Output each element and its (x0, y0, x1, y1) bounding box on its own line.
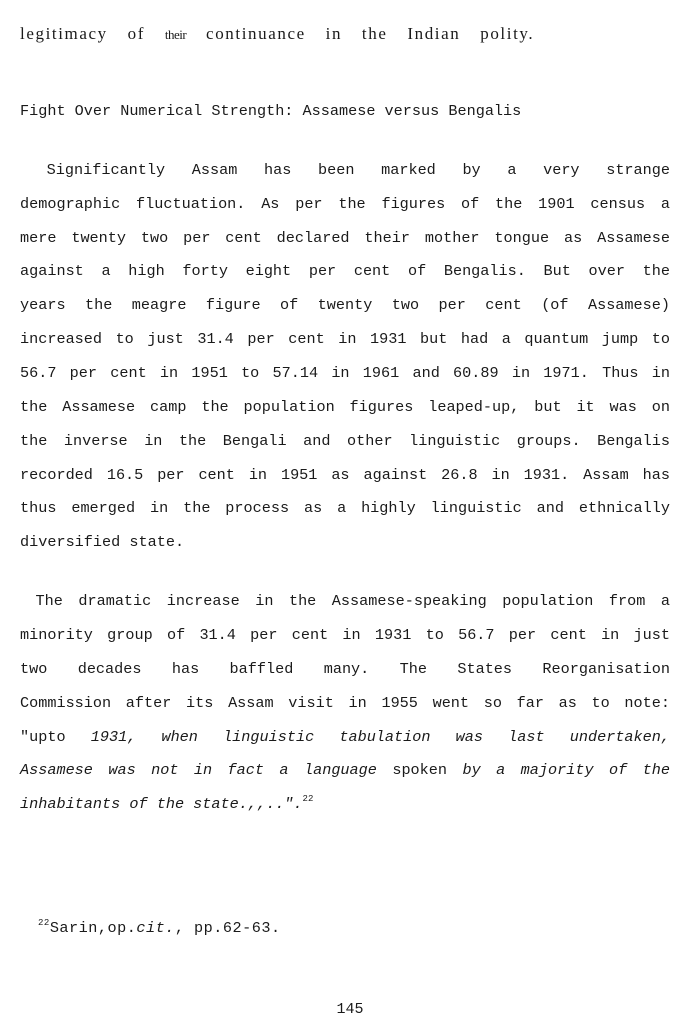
opening-word: in the Indian (325, 24, 461, 43)
quote-italic: 1931, when linguistic tabulation was last undertaken, (90, 728, 671, 746)
footnote-number: 22 (38, 918, 50, 928)
paragraph-line: mere twenty two per cent declared their mother tongue as Assamese (20, 229, 670, 247)
paragraph-line: recorded 16.5 per cent in 1951 as against 26.8 in 1931. Assam has (20, 466, 670, 484)
paragraph-line: The dramatic increase in the Assamese-speaking population from a (20, 592, 670, 610)
quote-line (20, 760, 670, 780)
quote-line (20, 794, 670, 814)
paragraph-line: the Assamese camp the population figures leaped-up, but it was on (20, 398, 670, 416)
footnote-italic: cit. (136, 919, 175, 937)
paragraph-line: two decades has baffled many. The States Reorganisation (20, 660, 670, 678)
footnote-author: Sarin,op. (49, 919, 137, 937)
quote-roman: spoken (392, 761, 463, 779)
page-number: 145 (336, 1001, 364, 1018)
paragraph-line: Commission after its Assam visit in 1955 went so far as to note: (20, 694, 670, 712)
paragraph-line: Significantly Assam has been marked by a very strange (20, 161, 670, 179)
opening-word: polity. (480, 24, 535, 43)
section-heading: Fight Over Numerical Strength: Assamese versus Bengalis (20, 102, 522, 120)
paragraph-line: thus emerged in the process as a highly linguistic and ethnically (20, 499, 670, 517)
quote-italic: inhabitants of the state.,,..". (20, 795, 303, 813)
paragraph-line: against a high forty eight per cent of Bengalis. But over the (20, 262, 670, 280)
quote-italic: Assamese was not in fact a language (20, 761, 393, 779)
quote-italic: by a majority of the (462, 761, 670, 779)
opening-line (20, 24, 670, 45)
footnote-rest: , pp.62-63. (174, 919, 281, 937)
paragraph-line: the inverse in the Bengali and other linguistic groups. Bengalis (20, 432, 670, 450)
paragraph-line: minority group of 31.4 per cent in 1931 to 56.7 per cent in just (20, 626, 670, 644)
footnote (38, 918, 281, 938)
paragraph-line: demographic fluctuation. As per the figures of the 1901 census a (20, 195, 670, 213)
opening-word: of (127, 24, 145, 43)
quote-open: "upto (20, 728, 91, 746)
paragraph-line: 56.7 per cent in 1951 to 57.14 in 1961 and 60.89 in 1971. Thus in (20, 364, 670, 382)
quote-line (20, 727, 670, 747)
paragraph-line: increased to just 31.4 per cent in 1931 but had a quantum jump to (20, 330, 670, 348)
footnote-reference[interactable]: 22 (302, 794, 314, 804)
paragraph-line: years the meagre figure of twenty two per cent (of Assamese) (20, 296, 670, 314)
opening-word: their (164, 27, 187, 42)
opening-word: legitimacy (20, 24, 108, 43)
opening-word: continuance (206, 24, 306, 43)
paragraph-line: diversified state. (20, 533, 185, 551)
